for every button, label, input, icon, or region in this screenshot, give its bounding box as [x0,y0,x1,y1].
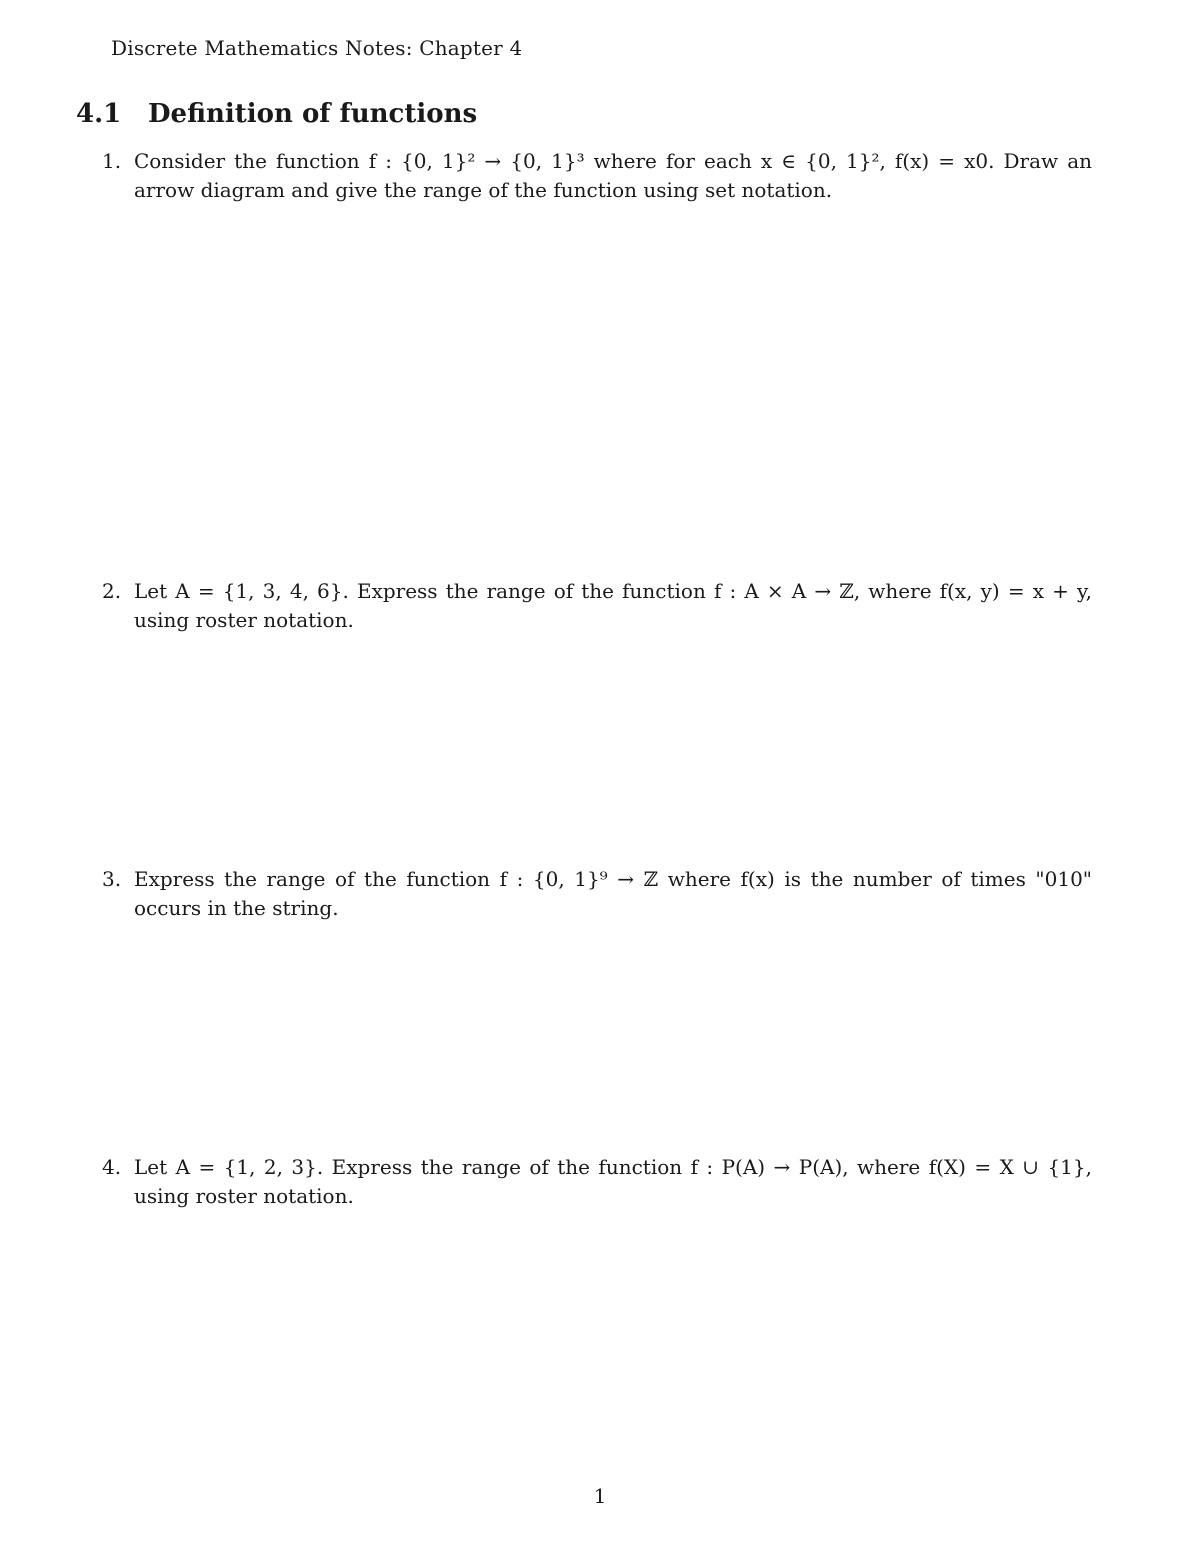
problem-item [102,865,1092,923]
section-heading [76,99,477,129]
problem-number: 3. [102,867,122,891]
problem-text: Let A = {1, 2, 3}. Express the range of the function f : P(A) → P(A), where f(X) = X ∪ {1}, using roster notation. [134,1155,1092,1208]
problem-number: 2. [102,579,122,603]
problem-number: 1. [102,149,122,173]
page-number: 1 [593,1484,607,1508]
section-number: 4.1 [76,99,122,129]
section-title: Definition of functions [148,99,478,129]
problem-item [102,1153,1092,1211]
problem-item [102,577,1092,635]
problem-text: Consider the function f : {0, 1}² → {0, 1}³ where for each x ∈ {0, 1}², f(x) = x0. Draw an arrow diagram and give the range of the function using set notation. [134,149,1092,202]
running-header: Discrete Mathematics Notes: Chapter 4 [111,36,523,60]
problem-number: 4. [102,1155,122,1179]
problem-item [102,147,1092,205]
problem-text: Let A = {1, 3, 4, 6}. Express the range of the function f : A × A → ℤ, where f(x, y) = x + y, using roster notation. [134,579,1092,632]
problem-text: Express the range of the function f : {0, 1}⁹ → ℤ where f(x) is the number of times "010" occurs in the string. [134,867,1092,920]
